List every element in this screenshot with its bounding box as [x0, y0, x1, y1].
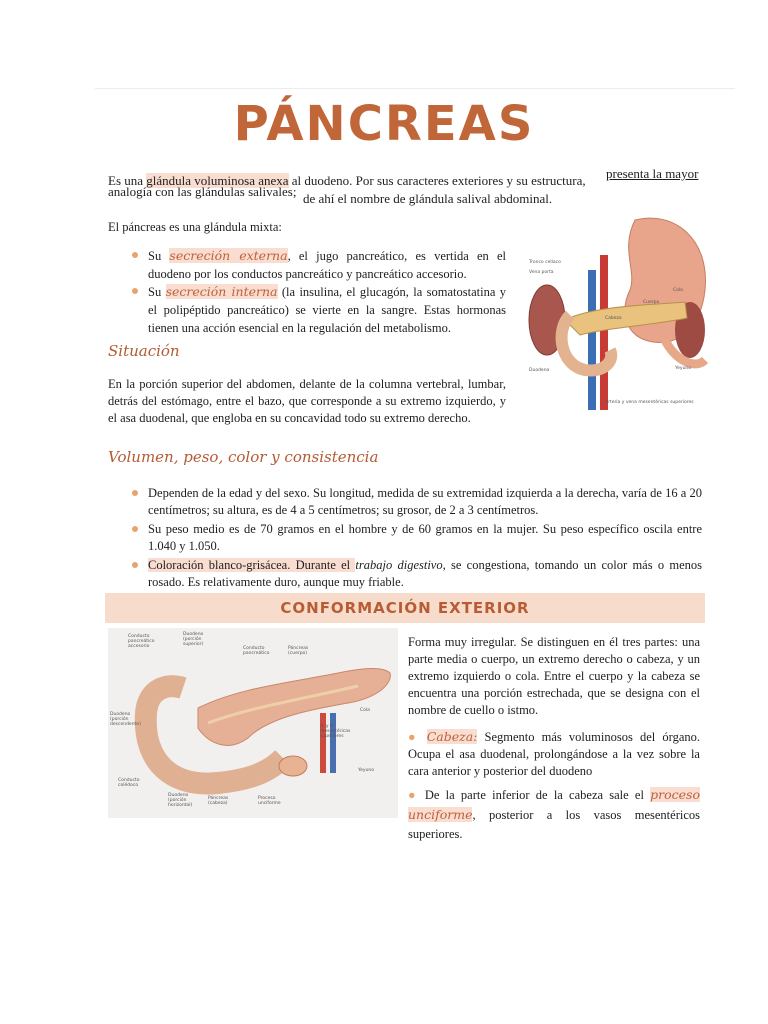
bullet-text: Dependen de la edad y del sexo. Su longitud, medida de su extremidad izquierda a la derecha, varía de 16 a 20 centímetros; su altura, es de 4 a 5 centímetros; su grosor, de 2 a 3 centímetros.: [148, 486, 702, 517]
bullet-dot: [132, 490, 138, 496]
bullet-text: Su: [148, 249, 170, 263]
bullet-dimensions: [130, 485, 702, 519]
fig2-label: Duodeno (porción superior): [183, 632, 204, 647]
bullet-text: Coloración blanco-grisácea. Durante el: [148, 558, 356, 572]
bullet-dot: [132, 562, 138, 568]
bullet-text: (la insulina, el glucagón, la somatostatina y el polipéptido pancreático) se vierte en la sangre. Estas hormonas tienen una acción esencial en la regulación del metabolismo.: [148, 285, 506, 335]
cabeza-text: Segmento más voluminosos del órgano. Ocupa el asa duodenal, prolongándose a la vez sobre la cara anterior y posterior del duodeno: [408, 730, 700, 778]
proceso-text: , posterior a los vasos mesentéricos superiores.: [408, 808, 700, 841]
fig1-label: Vena porta: [529, 270, 554, 275]
bullet-external: [130, 247, 506, 283]
bullet-dot: [132, 526, 138, 532]
bullet-weight: [130, 521, 702, 555]
situs-illustration-svg: [525, 210, 715, 410]
proceso-keyword: proceso unciforme: [408, 787, 700, 822]
fig1-label: Cola: [673, 288, 683, 293]
fig2-label: Duodeno (porción descendente): [110, 712, 141, 727]
situacion-text: En la porción superior del abdomen, delante de la columna vertebral, lumbar, detrás del estómago, entre el bazo, que corresponde a su extremo izquierdo, y el asa duodenal, que engloba en su concavidad todo su extremo derecho.: [108, 377, 506, 425]
conformation-illustration: [108, 628, 398, 818]
intro-line-1-end: presenta la mayor: [606, 166, 699, 181]
bullet-italic: trabajo digestivo: [355, 558, 443, 572]
mixed-intro: El páncreas es una glándula mixta:: [108, 220, 282, 234]
section-band: [105, 593, 705, 623]
fig1-label: Yeyuno: [675, 366, 692, 371]
bullet-text: Su: [148, 285, 166, 299]
fig2-label: Páncreas (cuerpo): [288, 646, 309, 656]
cabeza-dot: ●: [408, 730, 420, 744]
bullet-color: [130, 557, 702, 591]
page-title: PÁNCREAS: [233, 96, 535, 152]
fig1-label: Cuerpo: [643, 300, 660, 305]
top-rule: [95, 88, 735, 89]
bullet-keyword: secreción externa: [169, 248, 288, 263]
heading-volumen: Volumen, peso, color y consistencia: [108, 448, 379, 466]
bullet-text: , el jugo pancreático, es vertida en el duodeno por los conductos pancreático y pancreático accesorio.: [148, 249, 506, 281]
volumen-bullets: [130, 485, 702, 591]
proceso-text: De la parte inferior de la cabeza sale el: [424, 788, 651, 802]
bullet-text: , se congestiona, tomando un color más o menos rosado. Es relativamente duro, aunque muy friable.: [148, 558, 702, 589]
fig1-label: Duodeno: [529, 368, 550, 373]
intro-text: Es una: [108, 173, 147, 188]
intro-text: al duodeno. Por sus caracteres exteriores y su estructura,: [288, 173, 586, 188]
fig2-label: Conducto pancreático accesorio: [128, 634, 155, 649]
bullet-dot: [132, 288, 138, 294]
secretion-bullets: [130, 247, 506, 337]
bullet-keyword: secreción interna: [165, 284, 278, 299]
intro-line-2a: analogía con las glándulas salivales;: [108, 184, 297, 199]
intro-highlight: glándula voluminosa anexa: [146, 173, 289, 188]
fig2-label: Yeyuno: [358, 768, 375, 773]
fig1-label: Arteria y vena mesentéricas superiores: [605, 400, 694, 405]
conformation-text: Forma muy irregular. Se distinguen en él tres partes: una parte media o cuerpo, un extremo derecho o cabeza, y un extremo izquierdo o cola. Entre el cuerpo y la cabeza se encuentra una porción estrechada, que se designa con el nombre de cuello o istmo.: [408, 635, 700, 717]
fig2-label: Duodeno (porción horizontal): [168, 793, 193, 808]
bullet-dot: [132, 252, 138, 258]
fig2-label: Conducto colédoco: [118, 778, 140, 788]
band-title: CONFORMACIÓN EXTERIOR: [280, 599, 530, 617]
fig2-label: A. y V. mesentéricas superiores: [320, 724, 351, 739]
heading-situacion: Situación: [108, 342, 180, 360]
bullet-internal: [130, 283, 506, 337]
fig1-label: Tronco celíaco: [529, 260, 561, 265]
proceso-dot: ●: [408, 788, 419, 802]
cabeza-keyword: Cabeza:: [426, 729, 478, 744]
fig2-label: Páncreas (cabeza): [208, 796, 229, 806]
fig2-label: Proceso unciforme: [258, 796, 281, 806]
proceso-paragraph: [408, 785, 700, 844]
situs-illustration: [525, 210, 715, 410]
cabeza-paragraph: [408, 728, 700, 780]
conformation-illustration-svg: [108, 628, 398, 818]
fig2-label: Conducto pancreático: [243, 646, 270, 656]
fig2-label: Cola: [360, 708, 370, 713]
bullet-text: Su peso medio es de 70 gramos en el hombre y de 60 gramos en la mujer. Su peso específico oscila entre 1.040 y 1.050.: [148, 522, 702, 553]
fig1-label: Cabeza: [605, 316, 622, 321]
intro-line-2b: de ahí el nombre de glándula salival abdominal.: [303, 191, 553, 206]
